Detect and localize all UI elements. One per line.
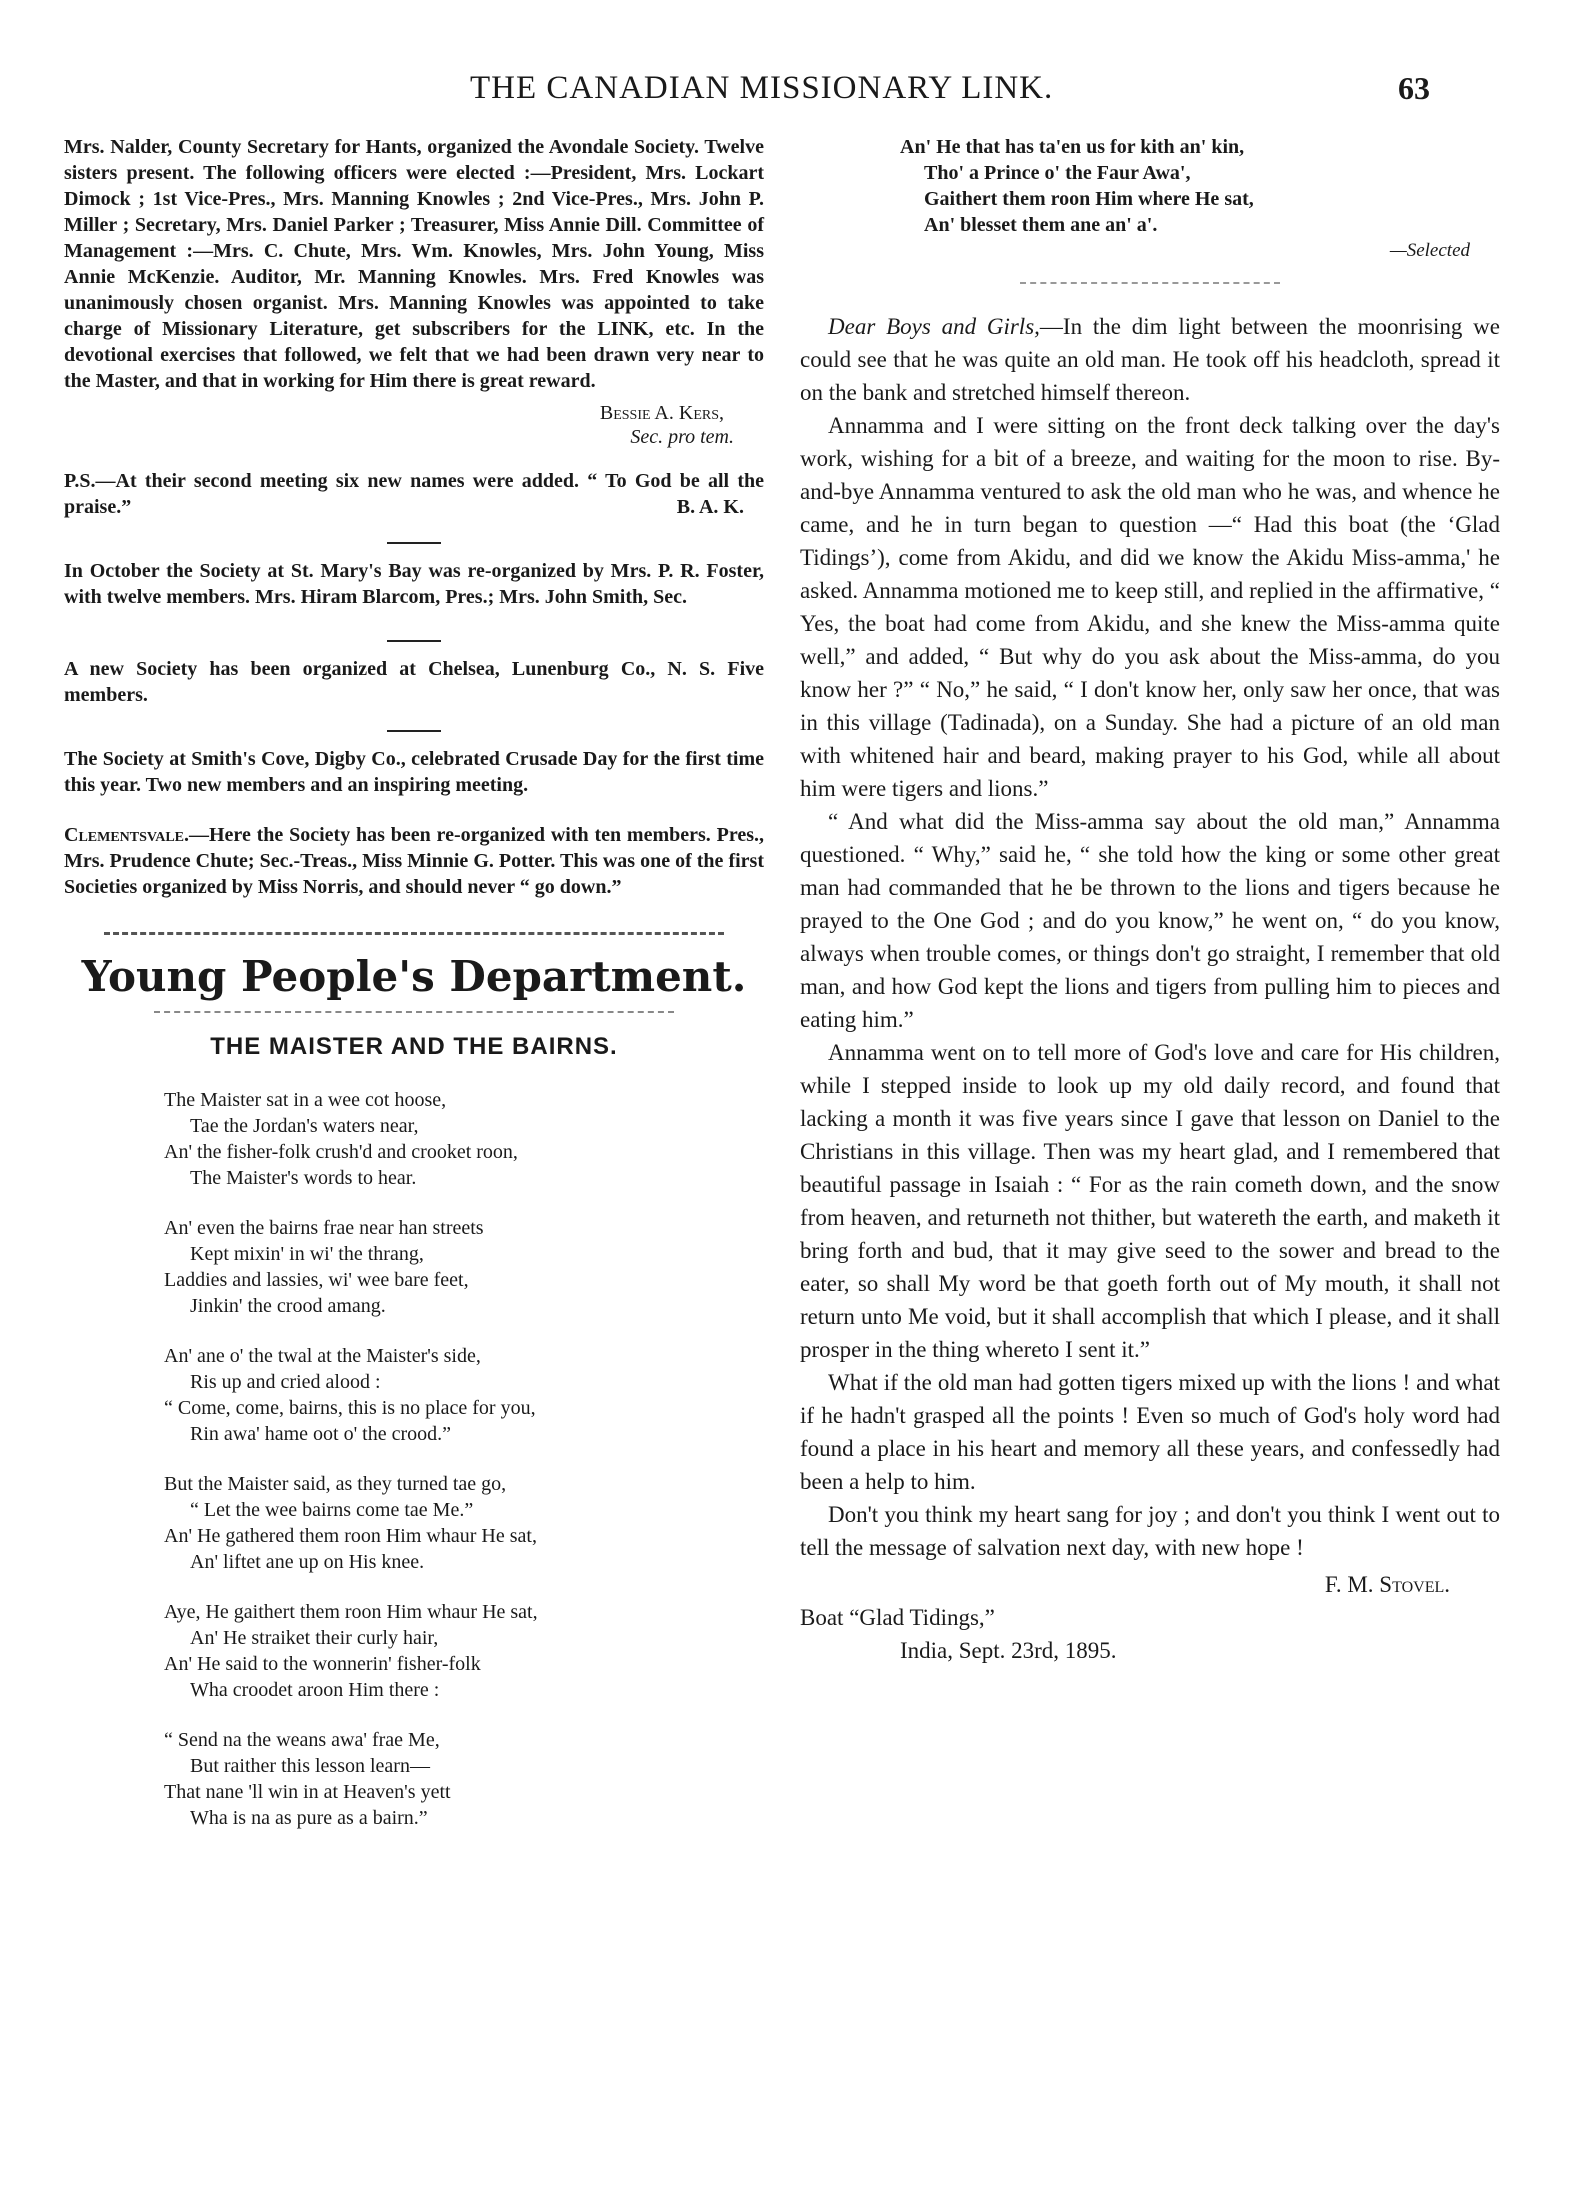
letter-signature: F. M. Stovel. [1324, 1572, 1450, 1597]
divider [387, 730, 441, 732]
clementsvale-report: Clementsvale.—Here the Society has been re-organized with ten members. Pres., Mrs. Prudence Chute; Sec.-Treas., Miss Minnie G. Potter. This was one of the first Societies organized by Miss Norris, and should never “ go down.” [64, 824, 764, 898]
section-divider [104, 932, 724, 935]
left-column [64, 134, 764, 1855]
department-heading: Young People's Department. [81, 952, 747, 1001]
poem-stanza-3: An' ane o' the twal at the Maister's side, Ris up and cried alood : “ Come, come, bairns, this is no place for you, Rin awa' hame oot o' the crood.” [164, 1345, 536, 1445]
poem-stanza-5: Aye, He gaithert them roon Him whaur He sat, An' He straiket their curly hair, An' He said to the wonnerin' fisher-folk Wha croodet aroon Him there : [164, 1601, 538, 1701]
divider [1020, 282, 1280, 284]
poem-stanza-7: An' He that has ta'en us for kith an' kin, Tho' a Prince o' the Faur Awa', Gaithert them roon Him where He sat, An' blesset them ane an' a'. [900, 136, 1254, 236]
heading-underline [154, 1011, 674, 1013]
poem-stanza-6: “ Send na the weans awa' frae Me, But raither this lesson learn— That nane 'll win in at Heaven's yett Wha is na as pure as a bairn.” [164, 1729, 451, 1829]
secretary-signature: Bessie A. Kers, [599, 402, 724, 424]
page-header [0, 70, 1571, 120]
masthead-title: THE CANADIAN MISSIONARY LINK. [470, 70, 1054, 106]
poem-stanza-4: But the Maister said, as they turned tae go, “ Let the wee bairns come tae Me.” An' He gathered them roon Him whaur He sat, An' liftet ane up on His knee. [164, 1473, 537, 1573]
divider [387, 640, 441, 642]
postscript-initials: B. A. K. [676, 496, 744, 518]
avondale-report: Mrs. Nalder, County Secretary for Hants, organized the Avondale Society. Twelve sisters present. The following officers were elected :—President, Mrs. Lockart Dimock ; 1st Vice-Pres., Mrs. Manning Knowles ; 2nd Vice-Pres., Mrs. John P. Miller ; Secretary, Mrs. Daniel Parker ; Treasurer, Miss Annie Dill. Committee of Management :—Mrs. C. Chute, Mrs. Wm. Knowles, Mrs. John Young, Miss Annie McKenzie. Auditor, Mr. Manning Knowles. Mrs. Fred Knowles was unanimously chosen organist. Mrs. Manning Knowles was appointed to take charge of Missionary Literature, get subscribers for the LINK, etc. In the devotional exercises that followed, we felt that we had been drawn very near to the Master, and that in working for Him there is great reward. [64, 136, 764, 392]
letter-place: Boat “Glad Tidings,” [800, 1605, 995, 1630]
postscript: P.S.—At their second meeting six new names were added. “ To God be all the praise.” B. A. K. [64, 470, 764, 518]
divider [387, 542, 441, 544]
smiths-cove-report: The Society at Smith's Cove, Digby Co., celebrated Crusade Day for the first time this year. Two new members and an inspiring meeting. [64, 748, 764, 796]
letter-paragraph-4: Annamma went on to tell more of God's love and care for His children, while I stepped inside to look up my old daily record, and found that lacking a month it was five years since I gave that lesson on Daniel to the Christians in this village. Then was my heart glad, and I remembered that beautiful passage in Isaiah : “ For as the rain cometh down, and the snow from heaven, and returneth not thither, but watereth the earth, and maketh it bring forth and bud, that it may give seed to the sower and bread to the eater, so shall My word be that goeth forth out of My mouth, it shall not return unto Me void, but it shall accomplish that which I please, and it shall prosper in the thing whereto I sent it.” [800, 1040, 1500, 1362]
poem-stanza-2: An' even the bairns frae near han streets Kept mixin' in wi' the thrang, Laddies and lassies, wi' wee bare feet, Jinkin' the crood amang. [164, 1217, 484, 1317]
letter-paragraph-2: Annamma and I were sitting on the front deck talking over the day's work, wishing for a bit of a breeze, and waiting for the moon to rise. By-and-bye Annamma ventured to ask the old man who he was, and whence he came, and he in turn began to question —“ Had this boat (the ‘Glad Tidings’), come from Akidu, and did we know the Akidu Miss-amma,' he asked. Annamma motioned me to keep still, and replied in the affirmative, “ Yes, the boat had come from Akidu, and she knew the Miss-amma quite well,” and added, “ But why do you ask about the Miss-amma, do you know her ?” “ No,” he said, “ I don't know her, only saw her once, that was in this village (Tadinada), on a Sunday. She had a picture of an old man with whitened hair and beard, making prayer to his God, while all about him were tigers and lions.” [800, 413, 1500, 801]
letter-paragraph-6: Don't you think my heart sang for joy ; and don't you think I went out to tell the message of salvation next day, with new hope ! [800, 1502, 1500, 1560]
secretary-title: Sec. pro tem. [630, 426, 734, 448]
poem-stanza-1: The Maister sat in a wee cot hoose, Tae the Jordan's waters near, An' the fisher-folk crush'd and crooket roon, The Maister's words to hear. [164, 1089, 518, 1189]
letter-paragraph-5: What if the old man had gotten tigers mixed up with the lions ! and what if he hadn't grasped all the points ! Even so much of God's holy word had found a place in his heart and memory all these years, and confessedly had been a help to him. [800, 1370, 1500, 1494]
letter-paragraph-3: “ And what did the Miss-amma say about the old man,” Annamma questioned. “ Why,” said he, “ she told how the king or some other great man had commanded that he be thrown to the lions and tigers because he prayed to the One God ; and do you know,” he went on, “ do you know, always when trouble comes, or things don't go straight, I remember that old man, and how God kept the lions and tigers from pulling him to pieces and eating him.” [800, 809, 1500, 1032]
poem-source: —Selected [1389, 240, 1470, 261]
poem-title: THE MAISTER AND THE BAIRNS. [210, 1033, 618, 1060]
st-marys-bay-report: In October the Society at St. Mary's Bay was re-organized by Mrs. P. R. Foster, with twelve members. Mrs. Hiram Blarcom, Pres.; Mrs. John Smith, Sec. [64, 560, 764, 608]
chelsea-report: A new Society has been organized at Chelsea, Lunenburg Co., N. S. Five members. [64, 658, 764, 706]
letter-opening: Dear Boys and Girls,—In the dim light between the moonrising we could see that he was quite an old man. He took off his headcloth, spread it on the bank and stretched himself thereon. [800, 314, 1500, 405]
page-number: 63 [1398, 70, 1430, 106]
letter-date: India, Sept. 23rd, 1895. [900, 1638, 1117, 1663]
right-column [800, 134, 1500, 1667]
